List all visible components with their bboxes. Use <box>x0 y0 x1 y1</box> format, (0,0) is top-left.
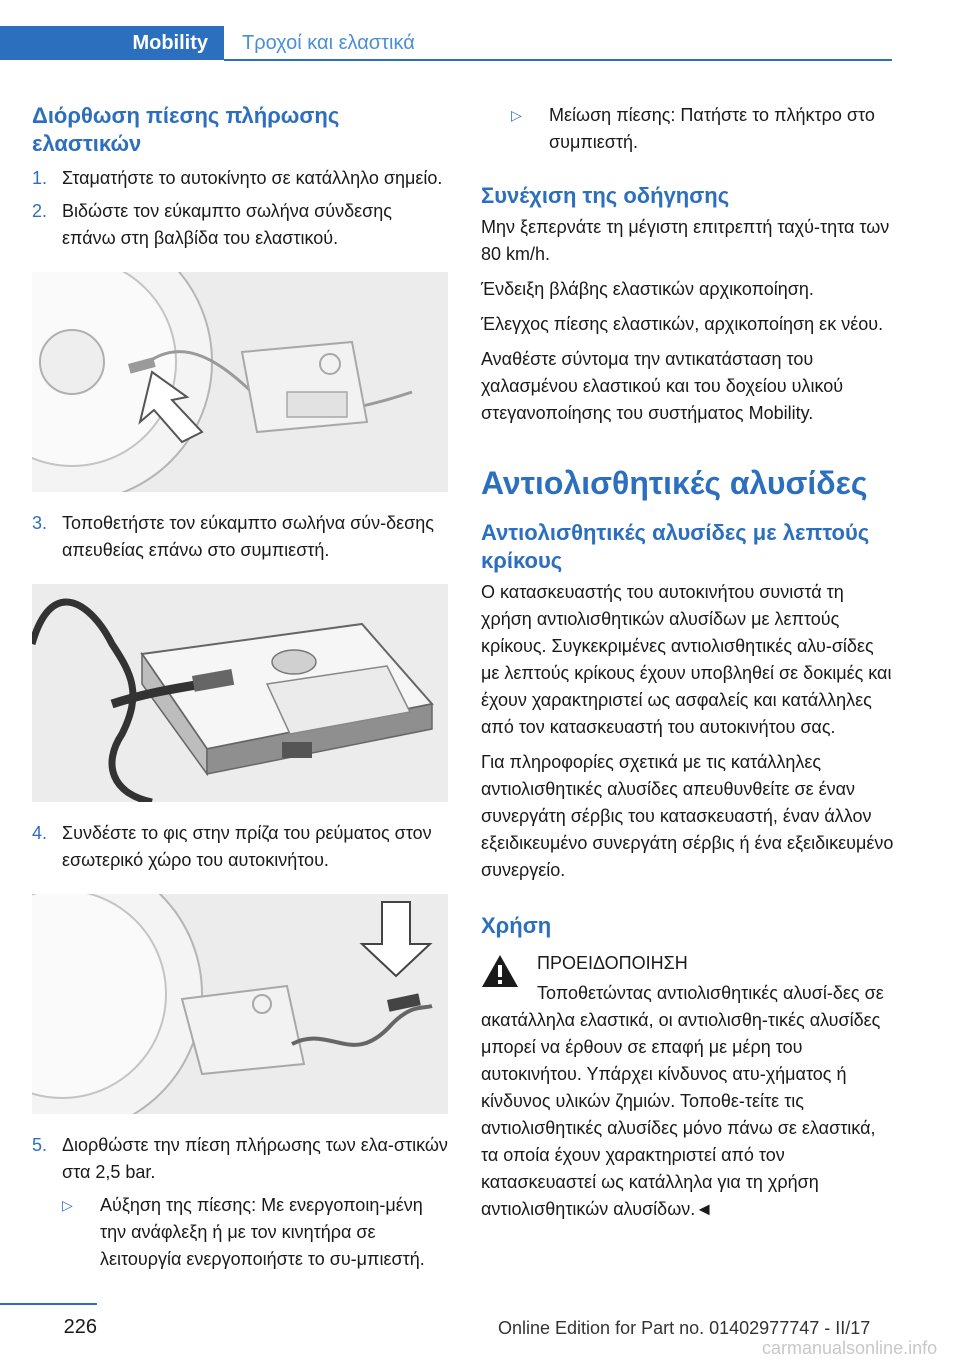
left-column <box>32 102 448 1273</box>
heading-continue-driving: Συνέχιση της οδήγησης <box>481 183 730 208</box>
bullet-text: Μείωση πίεσης: Πατήστε το πλήκτρο στο συμπιεστή. <box>549 105 875 152</box>
step-2 <box>32 198 448 252</box>
step-5 <box>32 1132 448 1186</box>
bullet-text: Αύξηση της πίεσης: Με ενεργοποιη‐μένη την ανάφλεξη ή με τον κινητήρα σε λειτουργία ενεργοποιήστε το συ‐μπιεστή. <box>100 1195 425 1269</box>
edition-note: Online Edition for Part no. 01402977747 - II/17 <box>498 1318 871 1338</box>
step-number: 5. <box>32 1135 48 1155</box>
triangle-bullet-icon: ▷ <box>62 1197 73 1213</box>
figure-power-plug <box>32 894 448 1114</box>
page-number: 226 <box>63 1316 97 1338</box>
triangle-bullet-icon: ▷ <box>511 107 522 123</box>
warning-title: ΠΡΟΕΙΔΟΠΟΙΗΣΗ <box>537 953 688 973</box>
bullet-increase-pressure <box>62 1192 448 1273</box>
step-text: Τοποθετήστε τον εύκαμπτο σωλήνα σύν‐δεσης απευθείας επάνω στο συμπιεστή. <box>62 513 434 560</box>
step-text: Βιδώστε τον εύκαμπτο σωλήνα σύνδεσης επάνω στη βαλβίδα του ελαστικού. <box>62 201 392 248</box>
compressor-illustration <box>32 584 448 802</box>
footer-divider <box>0 1303 97 1305</box>
heading-pressure-correction: Διόρθωση πίεσης πλήρωσης ελαστικών <box>32 103 340 156</box>
header-divider <box>224 59 892 61</box>
step-3 <box>32 510 448 564</box>
step-number: 1. <box>32 168 48 188</box>
right-column <box>481 102 895 1223</box>
warning-text: Τοποθετώντας αντιολισθητικές αλυσί‐δες σε ακατάλληλα ελαστικά, οι αντιολισθη‐τικές αλυσίδες μπορεί να έρθουν σε επαφή με μέρη του αυτοκινήτου. Υπάρχει κίνδυνος ατυ‐χήματος ή κίνδυνος υλικών ζημιών. Τοποθε‐τείτε τις αντιολισθητικές αλυσίδες μόνο πάνω σε ελαστικά, τα οποία έχουν χαρακτηριστεί από τον κατασκευαστεί ως κατάλληλα για τη χρήση αντιολισθητικών αλυσίδων.◄ <box>481 983 884 1219</box>
step-number: 2. <box>32 201 48 221</box>
section-tab-wheels-tires: Τροχοί και ελαστικά <box>242 32 415 54</box>
step-text: Συνδέστε το φις στην πρίζα του ρεύματος στον εσωτερικό χώρο του αυτοκινήτου. <box>62 823 432 870</box>
step-number: 3. <box>32 513 48 533</box>
step-text: Σταματήστε το αυτοκίνητο σε κατάλληλο σημείο. <box>62 168 443 188</box>
figure-compressor <box>32 584 448 802</box>
heading-use: Χρήση <box>481 913 552 938</box>
paragraph-chain-info: Για πληροφορίες σχετικά με τις κατάλληλες αντιολισθητικές αλυσίδες απευθυνθείτε σε έναν συνεργάτη σέρβις του κατασκευαστή, έναν άλλον εξειδικευμένο συνεργάτη σέρβις ή ένα εξειδικευμένο συνεργείο. <box>481 752 894 880</box>
paragraph-pressure-check: Έλεγχος πίεσης ελαστικών, αρχικοποίηση εκ νέου. <box>481 314 884 334</box>
chapter-tab-mobility: Mobility <box>0 26 224 60</box>
warning-block <box>481 950 895 1223</box>
warning-triangle-icon <box>481 954 519 988</box>
step-number: 4. <box>32 823 48 843</box>
paragraph-speed-limit: Μην ξεπερνάτε τη μέγιστη επιτρεπτή ταχύ‐τητα των 80 km/h. <box>481 217 890 264</box>
step-4 <box>32 820 448 874</box>
power-plug-illustration <box>32 894 448 1114</box>
valve-connection-illustration <box>32 272 448 492</box>
bullet-decrease-pressure <box>511 102 895 156</box>
watermark-logo: carmanualsonline.info <box>762 1338 938 1358</box>
heading-fine-link-chains: Αντιολισθητικές αλυσίδες με λεπτούς κρίκους <box>481 520 870 573</box>
step-1 <box>32 165 448 192</box>
page-header <box>0 0 960 62</box>
figure-valve-connection <box>32 272 448 492</box>
heading-snow-chains: Αντιολισθητικές αλυσίδες <box>481 465 868 501</box>
paragraph-manufacturer-recommendation: Ο κατασκευαστής του αυτοκινήτου συνιστά τη χρήση αντιολισθητικών αλυσίδων με λεπτούς κρίκους. Συγκεκριμένες αντιολισθητικές αλυ‐σίδες με λεπτούς κρίκους έχουν υποβληθεί σε δοκιμές και έχουν χαρακτηριστεί ως ασφαλείς και κατάλληλες από τον κατασκευαστή του αυτοκινήτου σας. <box>481 582 892 737</box>
paragraph-replacement: Αναθέστε σύντομα την αντικατάσταση του χαλασμένου ελαστικού και του δοχείου υλικού στεγανοποίησης του συστήματος Mobility. <box>481 349 844 423</box>
step-text: Διορθώστε την πίεση πλήρωσης των ελα‐στικών στα 2,5 bar. <box>62 1135 448 1182</box>
paragraph-fault-indicator: Ένδειξη βλάβης ελαστικών αρχικοποίηση. <box>481 279 814 299</box>
